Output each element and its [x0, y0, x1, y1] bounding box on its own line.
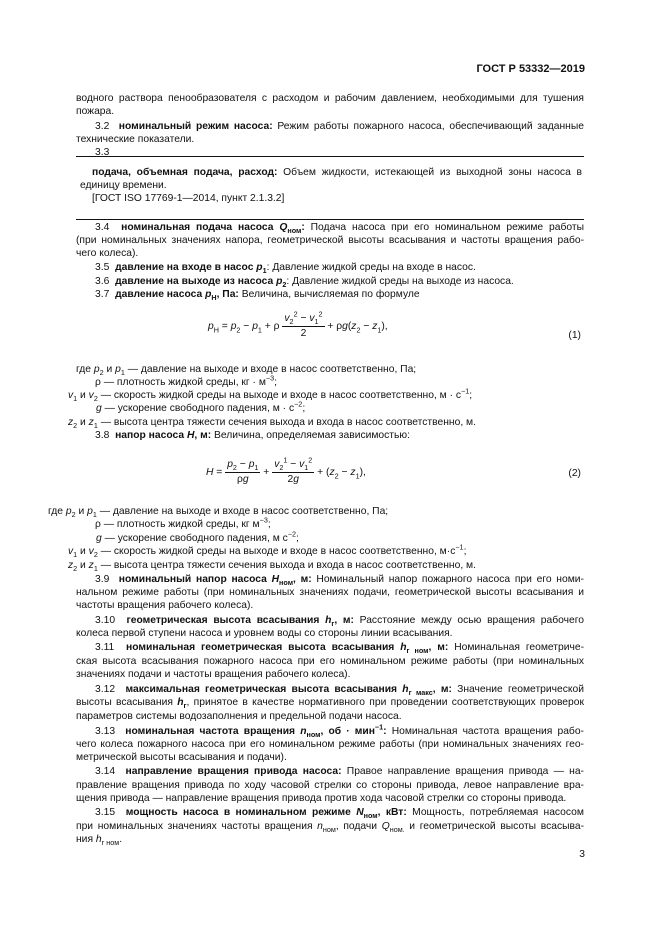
- clause-3-12-cont-1: высоты всасывания $h_г$, принятое в качестве нормативного при проведении соответствующих проверок: [76, 697, 584, 711]
- where-2-density: ρ — плотность жидкой среды, кг $м^{-3}$;: [95, 515, 271, 530]
- clause-term: номинальный режим насоса:: [118, 121, 273, 132]
- clause-3-14-cont-2: щения привода — направление вращения привода против хода часовой стрелки со стороны привода.: [76, 793, 567, 804]
- clause-3-15: 3.15 мощность насоса в номинальном режиме $N_{ном}$, кВт: Мощность, потребляемая насосом: [95, 807, 584, 821]
- intro-line-1: водного раствора пенообразователя с расходом и рабочим давлением, необходимыми для тушения: [76, 93, 584, 104]
- where-1-gravity: g — ускорение свободного падения, $м \cdot с^{-2}$;: [96, 399, 306, 414]
- clause-3-2-cont: технические показатели.: [76, 134, 195, 145]
- where-2-pressure: где $p_2$ и $p_1$ — давление на выходе и входе в насос соответственно, Па;: [48, 506, 389, 520]
- clause-3-11-cont-1: ская высота всасывания пожарного насоса при его номинальном режиме работы (при номинальных: [76, 656, 584, 667]
- where-1-density: ρ — плотность жидкой среды, кг · $м^{-3}$;: [95, 373, 277, 388]
- equation-2-number: (2): [568, 468, 581, 479]
- equation-1-number: (1): [568, 330, 581, 341]
- clause-3-15-cont-2: ния $h_{г ном}$.: [76, 834, 123, 848]
- clause-3-10-cont: колеса первой ступени насоса и уровнем воды со стороны линии всасывания.: [76, 628, 453, 639]
- intro-line-2: пожара.: [76, 106, 115, 117]
- clause-3-14-cont-1: правление вращения привода по ходу часовой стрелки со стороны привода, левое направление вра-: [76, 780, 584, 791]
- clause-3-4: 3.4 номинальная подача насоса $Q_{ном}$: Подача насоса при его номинальном режиме работы: [95, 222, 584, 236]
- page-number: 3: [579, 849, 585, 860]
- document-header: ГОСТ Р 53332—2019: [476, 63, 585, 75]
- clause-3-13-cont-2: метрической высоты всасывания и подачи).: [76, 752, 287, 763]
- clause-3-14: 3.14 направление вращения привода насоса: Правое направление вращения привода — на-: [95, 766, 584, 777]
- clause-3-4-cont-2: чего колеса).: [76, 248, 139, 259]
- equation-2: H = $\frac{p_2 - p_1}{\rho g}$ + $\frac{v_2^1 - v_1^2}{2g}$ + $(z_2 - z_1)$,: [206, 455, 366, 485]
- clause-3-9-cont-1: нальном режиме работы (при номинальных значениях подачи, геометрической высоты всасывания и: [76, 587, 584, 598]
- clause-3-5: 3.5 давление на входе в насос $p_1$: Давление жидкой среды на входе в насос.: [95, 262, 476, 276]
- clause-3-15-cont-1: при номинальных значениях частоты вращения $n_{ном}$, подачи $Q_{ном.}$ и геометрической высоты всасыва-: [76, 821, 584, 835]
- clause-3-3-cont: единицу времени.: [80, 180, 167, 191]
- clause-3-10: 3.10 геометрическая высота всасывания $h_г$, м: Расстояние между осью вращения рабочего: [95, 615, 584, 629]
- clause-term: подача, объемная подача, расход:: [92, 167, 278, 178]
- where-1-height: $z_2$ и $z_1$ — высота центра тяжести сечения выхода и входа в насос соответственно, м.: [68, 417, 476, 431]
- where-1-pressure: где $p_2$ и $p_1$ — давление на выходе и входе в насос соответственно, Па;: [76, 364, 417, 378]
- clause-3-2: 3.2 номинальный режим насоса: Режим работы пожарного насоса, обеспечивающий заданные: [95, 121, 584, 132]
- clause-3-3-number: 3.3: [95, 147, 110, 158]
- where-2-velocity: $v_1$ и $v_2$ — скорость жидкой среды на выходе и входе в насос соответственно, $м\cdot с^{-1}$;: [68, 542, 467, 560]
- where-1-velocity: $v_1$ и $v_2$ — скорость жидкой среды на выходе и входе в насос соответственно, $м \cdot с^{-1}$;: [68, 386, 473, 404]
- clause-3-8: 3.8 напор насоса H, м: Величина, определяемая зависимостью:: [95, 430, 410, 441]
- clause-3-7: 3.7 давление насоса $p_Н$, Па: Величина, вычисляемая по формуле: [95, 289, 420, 303]
- clause-3-12: 3.12 максимальная геометрическая высота всасывания $h_{г макс}$, м: Значение геометрической: [95, 684, 584, 698]
- clause-3-9: 3.9 номинальный напор насоса $H_{ном}$, м: Номинальный напор пожарного насоса при его номи-: [95, 574, 584, 588]
- clause-3-11-cont-2: значениях подачи и частоты вращения рабочего колеса).: [76, 669, 351, 680]
- clause-3-3-source: [ГОСТ ISO 17769-1—2014, пункт 2.1.3.2]: [92, 193, 285, 204]
- where-2-height: $z_2$ и $z_1$ — высота центра тяжести сечения выхода и входа в насос соответственно, м.: [68, 560, 476, 574]
- clause-3-13: 3.13 номинальная частота вращения $n_{ном}$, об · мин$^{-1}$: Номинальная частота вращения рабо-: [95, 722, 584, 740]
- clause-3-12-cont-2: параметров системы водозаполнения и предельной подачи насоса.: [76, 711, 402, 722]
- clause-3-11: 3.11 номинальная геометрическая высота всасывания $h_{г ном}$, м: Номинальная геометриче-: [95, 642, 584, 656]
- clause-3-6: 3.6 давление на выходе из насоса $p_2$: Давление жидкой среды на выходе из насоса.: [95, 276, 514, 290]
- clause-3-9-cont-2: частоты вращения рабочего колеса).: [76, 600, 254, 611]
- clause-3-13-cont-1: чего колеса пожарного насоса при его номинальном режиме работы (при номинальных значениях гео-: [76, 739, 584, 750]
- equation-1: $p_Н = p_2 - p_1 + \rho$ $\frac{v_2^2 - v_1^2}{2}$ + $\rho g(z_2 - z_1)$,: [208, 309, 388, 339]
- clause-3-4-cont-1: (при номинальных значениях напора, геометрической высоты всасывания и частоты вращения рабо-: [76, 235, 584, 246]
- clause-3-3: подача, объемная подача, расход: Объем жидкости, истекающей из выходной зоны насоса в: [92, 167, 582, 178]
- where-2-gravity: g — ускорение свободного падения, м $с^{-2}$;: [96, 529, 299, 544]
